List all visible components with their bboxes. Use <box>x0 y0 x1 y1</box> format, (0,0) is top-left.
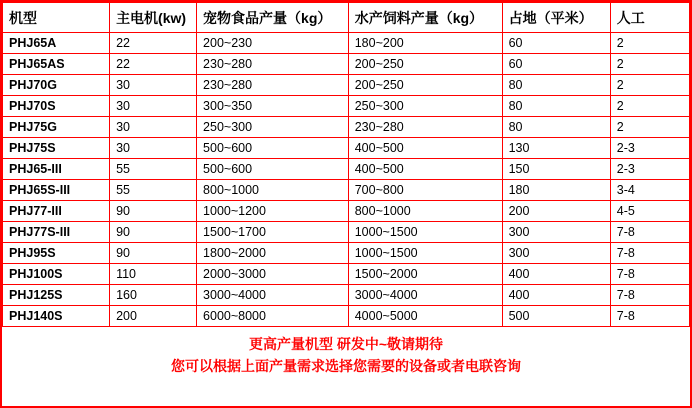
note-line-contact: 您可以根据上面产量需求选择您需要的设备或者电联咨询 <box>171 358 521 374</box>
note-line-upcoming-models: 更高产量机型 研发中~敬请期待 <box>248 336 444 352</box>
cell-model: PHJ75G <box>3 117 110 138</box>
cell-aqua-feed-output: 400~500 <box>348 138 502 159</box>
cell-aqua-feed-output: 250~300 <box>348 96 502 117</box>
cell-main-motor: 55 <box>110 159 197 180</box>
cell-aqua-feed-output: 1000~1500 <box>348 243 502 264</box>
cell-floor-area: 130 <box>502 138 610 159</box>
cell-labor: 2 <box>610 54 689 75</box>
column-header-main-motor: 主电机(kw) <box>110 3 197 33</box>
cell-aqua-feed-output: 700~800 <box>348 180 502 201</box>
cell-aqua-feed-output: 180~200 <box>348 33 502 54</box>
table-row <box>3 138 690 159</box>
cell-labor: 7-8 <box>610 264 689 285</box>
cell-labor: 7-8 <box>610 243 689 264</box>
cell-labor: 7-8 <box>610 285 689 306</box>
cell-pet-food-output: 1500~1700 <box>197 222 349 243</box>
cell-pet-food-output: 6000~8000 <box>197 306 349 327</box>
cell-main-motor: 55 <box>110 180 197 201</box>
cell-aqua-feed-output: 1000~1500 <box>348 222 502 243</box>
cell-aqua-feed-output: 4000~5000 <box>348 306 502 327</box>
cell-labor: 2-3 <box>610 159 689 180</box>
cell-aqua-feed-output: 200~250 <box>348 54 502 75</box>
cell-labor: 2 <box>610 33 689 54</box>
cell-aqua-feed-output: 1500~2000 <box>348 264 502 285</box>
cell-main-motor: 110 <box>110 264 197 285</box>
table-row <box>3 285 690 306</box>
cell-pet-food-output: 800~1000 <box>197 180 349 201</box>
table-row <box>3 117 690 138</box>
column-header-aqua-feed-output: 水产饲料产量（kg） <box>348 3 502 33</box>
column-header-floor-area: 占地（平米） <box>502 3 610 33</box>
column-header-pet-food-output: 宠物食品产量（kg） <box>197 3 349 33</box>
table-body <box>3 33 690 327</box>
cell-model: PHJ75S <box>3 138 110 159</box>
cell-pet-food-output: 500~600 <box>197 159 349 180</box>
cell-labor: 2 <box>610 96 689 117</box>
cell-pet-food-output: 2000~3000 <box>197 264 349 285</box>
cell-labor: 3-4 <box>610 180 689 201</box>
cell-floor-area: 300 <box>502 243 610 264</box>
table-row <box>3 180 690 201</box>
cell-pet-food-output: 200~230 <box>197 33 349 54</box>
table-row <box>3 159 690 180</box>
cell-floor-area: 80 <box>502 117 610 138</box>
cell-floor-area: 300 <box>502 222 610 243</box>
cell-floor-area: 150 <box>502 159 610 180</box>
table-header-row <box>3 3 690 33</box>
cell-aqua-feed-output: 400~500 <box>348 159 502 180</box>
cell-main-motor: 30 <box>110 96 197 117</box>
table-row <box>3 222 690 243</box>
table-row <box>3 96 690 117</box>
cell-aqua-feed-output: 230~280 <box>348 117 502 138</box>
specification-table <box>2 2 690 327</box>
notes-section <box>2 327 690 377</box>
cell-pet-food-output: 230~280 <box>197 75 349 96</box>
cell-aqua-feed-output: 3000~4000 <box>348 285 502 306</box>
cell-model: PHJ70S <box>3 96 110 117</box>
cell-pet-food-output: 1000~1200 <box>197 201 349 222</box>
cell-main-motor: 90 <box>110 243 197 264</box>
cell-main-motor: 200 <box>110 306 197 327</box>
table-header <box>3 3 690 33</box>
table-row <box>3 75 690 96</box>
cell-pet-food-output: 3000~4000 <box>197 285 349 306</box>
cell-model: PHJ65A <box>3 33 110 54</box>
cell-floor-area: 180 <box>502 180 610 201</box>
cell-model: PHJ140S <box>3 306 110 327</box>
cell-aqua-feed-output: 200~250 <box>348 75 502 96</box>
cell-model: PHJ125S <box>3 285 110 306</box>
cell-pet-food-output: 230~280 <box>197 54 349 75</box>
cell-model: PHJ70G <box>3 75 110 96</box>
cell-main-motor: 30 <box>110 75 197 96</box>
cell-pet-food-output: 300~350 <box>197 96 349 117</box>
table-row <box>3 54 690 75</box>
cell-labor: 4-5 <box>610 201 689 222</box>
cell-main-motor: 30 <box>110 138 197 159</box>
column-header-labor: 人工 <box>610 3 689 33</box>
cell-floor-area: 200 <box>502 201 610 222</box>
cell-labor: 7-8 <box>610 222 689 243</box>
table-row <box>3 243 690 264</box>
cell-model: PHJ77S-III <box>3 222 110 243</box>
table-row <box>3 306 690 327</box>
table-row <box>3 264 690 285</box>
cell-pet-food-output: 1800~2000 <box>197 243 349 264</box>
cell-model: PHJ65AS <box>3 54 110 75</box>
cell-pet-food-output: 250~300 <box>197 117 349 138</box>
cell-main-motor: 30 <box>110 117 197 138</box>
table-row <box>3 201 690 222</box>
cell-floor-area: 500 <box>502 306 610 327</box>
cell-labor: 2 <box>610 117 689 138</box>
cell-main-motor: 22 <box>110 33 197 54</box>
cell-model: PHJ95S <box>3 243 110 264</box>
cell-pet-food-output: 500~600 <box>197 138 349 159</box>
cell-floor-area: 80 <box>502 75 610 96</box>
table-row <box>3 33 690 54</box>
cell-model: PHJ77-III <box>3 201 110 222</box>
cell-floor-area: 60 <box>502 33 610 54</box>
cell-main-motor: 160 <box>110 285 197 306</box>
cell-labor: 7-8 <box>610 306 689 327</box>
cell-model: PHJ65-III <box>3 159 110 180</box>
cell-labor: 2-3 <box>610 138 689 159</box>
cell-floor-area: 400 <box>502 264 610 285</box>
cell-model: PHJ100S <box>3 264 110 285</box>
cell-aqua-feed-output: 800~1000 <box>348 201 502 222</box>
cell-labor: 2 <box>610 75 689 96</box>
cell-main-motor: 22 <box>110 54 197 75</box>
cell-floor-area: 80 <box>502 96 610 117</box>
cell-floor-area: 60 <box>502 54 610 75</box>
column-header-model: 机型 <box>3 3 110 33</box>
cell-main-motor: 90 <box>110 201 197 222</box>
cell-floor-area: 400 <box>502 285 610 306</box>
cell-main-motor: 90 <box>110 222 197 243</box>
cell-model: PHJ65S-III <box>3 180 110 201</box>
